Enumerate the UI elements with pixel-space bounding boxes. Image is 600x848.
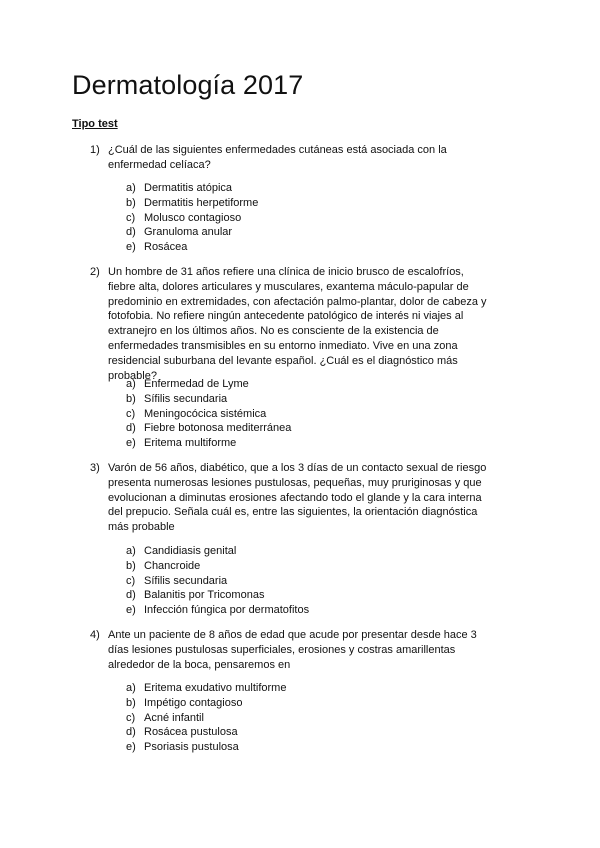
- option-text: Rosácea pustulosa: [144, 726, 238, 739]
- question-number: 1): [90, 144, 100, 156]
- option-text: Enfermedad de Lyme: [144, 378, 249, 390]
- option-text: Infección fúngica por dermatofitos: [144, 604, 310, 617]
- option-letter: c): [126, 407, 136, 420]
- options-list-3: [0, 544, 600, 618]
- option-letter: d): [126, 422, 136, 435]
- option-text: Psoriasis pustulosa: [144, 741, 239, 754]
- section-heading: Tipo test: [72, 118, 118, 130]
- answer-option: [0, 740, 600, 755]
- answer-option: [0, 225, 600, 240]
- option-letter: d): [126, 226, 136, 239]
- option-text: Granuloma anular: [144, 226, 233, 239]
- option-letter: a): [126, 378, 136, 390]
- answer-option: [0, 544, 600, 559]
- option-letter: b): [126, 696, 136, 709]
- answer-option: [0, 603, 600, 618]
- answer-option: [0, 696, 600, 711]
- answer-option: [0, 681, 600, 696]
- option-text: Molusco contagioso: [144, 211, 242, 224]
- option-text: Dermatitis herpetiforme: [144, 196, 259, 209]
- answer-option: [0, 211, 600, 226]
- page-title: Dermatología 2017: [72, 70, 304, 100]
- option-letter: e): [126, 241, 136, 254]
- option-text: Sífilis secundaria: [144, 574, 228, 587]
- question-number: 4): [90, 629, 100, 641]
- option-text: Balanitis por Tricomonas: [144, 589, 265, 602]
- option-text: Chancroide: [144, 559, 201, 572]
- question-number: 3): [90, 462, 100, 474]
- question-text: ¿Cuál de las siguientes enfermedades cutáneas está asociada con la enfermedad celíaca?: [108, 144, 447, 171]
- option-letter: a): [126, 682, 136, 694]
- answer-option: [0, 377, 600, 392]
- option-text: Meningocócica sistémica: [144, 407, 267, 420]
- option-letter: b): [126, 559, 136, 572]
- answer-option: [0, 196, 600, 211]
- option-letter: e): [126, 604, 136, 617]
- answer-option: [0, 588, 600, 603]
- option-text: Eritema exudativo multiforme: [144, 682, 287, 694]
- option-letter: b): [126, 392, 136, 405]
- option-text: Impétigo contagioso: [144, 696, 243, 709]
- answer-option: [0, 392, 600, 407]
- options-list-1: [0, 181, 600, 255]
- option-letter: a): [126, 545, 136, 557]
- answer-option: [0, 407, 600, 422]
- option-text: Sífilis secundaria: [144, 392, 228, 405]
- answer-option: [0, 725, 600, 740]
- question-text: Varón de 56 años, diabético, que a los 3 días de un contacto sexual de riesgo presenta numerosas lesiones pustulosas, pequeñas, muy pruriginosas y que evolucionan a diminutas erosiones afectando todo el glande y la cara interna del prepucio. Señala cuál es, entre las siguientes, la orientación diagnóstica más probable: [108, 462, 487, 534]
- question-number: 2): [90, 266, 100, 278]
- option-letter: c): [126, 574, 136, 587]
- option-letter: c): [126, 711, 136, 724]
- answer-option: [0, 574, 600, 589]
- option-text: Fiebre botonosa mediterránea: [144, 422, 292, 435]
- question-text: Un hombre de 31 años refiere una clínica de inicio brusco de escalofríos, fiebre alta, dolores articulares y musculares, exantema máculo-papular de predominio en extremidades, con afectación palmo-plantar, dolor de cabeza y fotofobia. No refiere ningún antecedente patológico de interés ni viajes al extranejro en los últimos años. No es consciente de la existencia de enfermedades transmisibles en su entorno inmediato. Vive en una zona residencial suburbana del levante español. ¿Cuál es el diagnóstico más probable?: [108, 266, 487, 382]
- answer-option: [0, 559, 600, 574]
- answer-option: [0, 240, 600, 255]
- option-letter: c): [126, 211, 136, 224]
- option-letter: b): [126, 196, 136, 209]
- answer-option: [0, 436, 600, 451]
- answer-option: [0, 711, 600, 726]
- options-list-4: [0, 681, 600, 755]
- option-text: Eritema multiforme: [144, 437, 237, 450]
- option-letter: a): [126, 182, 136, 194]
- options-list-2: [0, 377, 600, 451]
- option-letter: e): [126, 741, 136, 754]
- option-text: Dermatitis atópica: [144, 182, 233, 194]
- answer-option: [0, 421, 600, 436]
- option-letter: d): [126, 726, 136, 739]
- option-letter: e): [126, 437, 136, 450]
- option-text: Acné infantil: [144, 711, 204, 724]
- answer-option: [0, 181, 600, 196]
- option-letter: d): [126, 589, 136, 602]
- question-text: Ante un paciente de 8 años de edad que acude por presentar desde hace 3 días lesiones pustulosas superficiales, erosiones y costras amarillentas alrededor de la boca, pensaremos en: [108, 629, 477, 671]
- option-text: Candidiasis genital: [144, 545, 237, 557]
- option-text: Rosácea: [144, 241, 188, 254]
